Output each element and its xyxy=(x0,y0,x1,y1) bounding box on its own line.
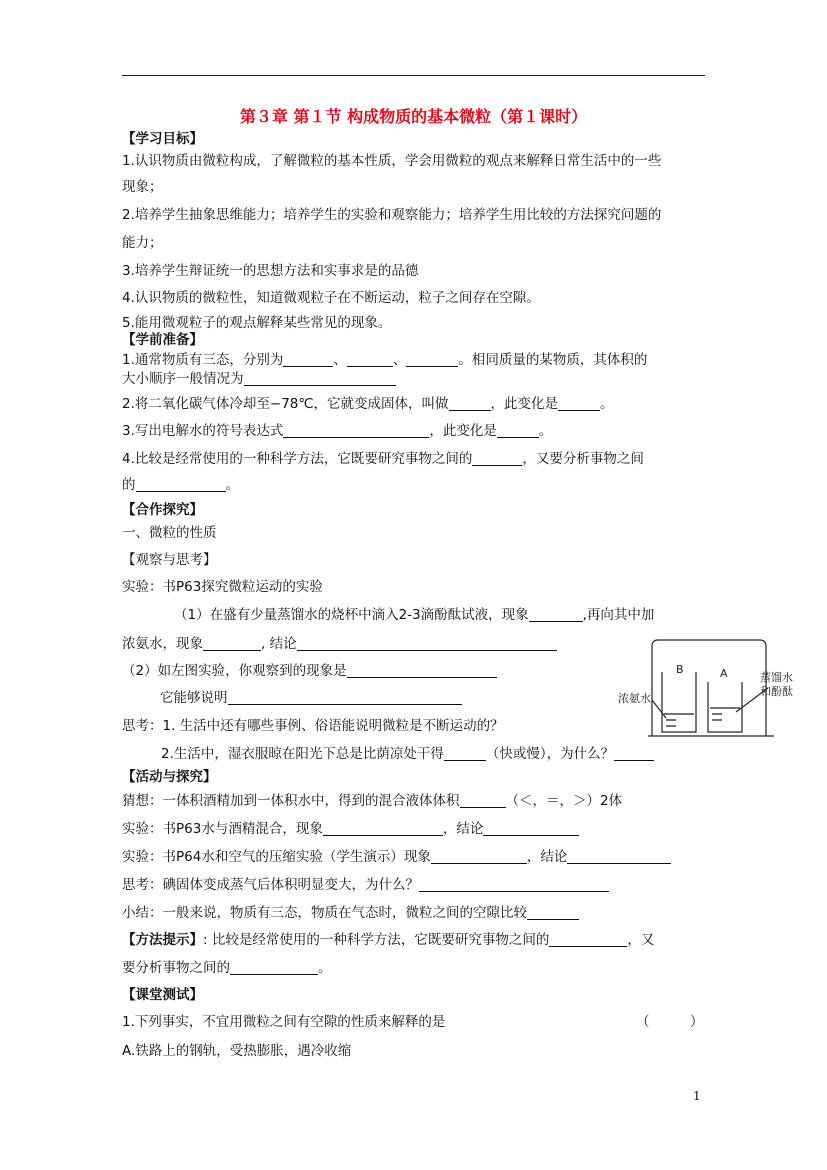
label-ammonia: 浓氨水 xyxy=(618,692,651,705)
activity-exp2: 实验：书P64水和空气的压缩实验（学生演示）现象 ，结论 xyxy=(122,847,671,867)
activity-heading: 【活动与探究】 xyxy=(122,769,217,785)
goal-line: 5.能用微观粒子的观点解释某些常见的现象。 xyxy=(122,315,392,331)
think-1: 思考：1. 生活中还有哪些事例、俗语能说明微粒是不断运动的？ xyxy=(122,718,504,734)
prep-q1: 1.通常物质有三态，分别为 、 、 。相同质量的某物质，其体积的 xyxy=(122,352,648,368)
answer-parentheses[interactable]: （ ） xyxy=(636,1014,704,1030)
blank[interactable] xyxy=(230,959,318,975)
blank[interactable] xyxy=(244,370,396,386)
blank[interactable] xyxy=(527,904,579,920)
blank[interactable] xyxy=(406,351,458,367)
beaker-experiment-figure xyxy=(612,632,797,740)
goal-line: 4.认识物质的微粒性，知道微观粒子在不断运动，粒子之间存在空隙。 xyxy=(122,290,540,306)
test-heading: 【课堂测试】 xyxy=(122,987,203,1003)
exp1-line: （1）在盛有少量蒸馏水的烧杯中滴入2-3滴酚酞试液，现象 ,再向其中加 xyxy=(174,607,655,623)
blank[interactable] xyxy=(347,351,393,367)
blank[interactable] xyxy=(567,848,671,864)
goal-line: 能力； xyxy=(122,235,163,251)
bell-jar xyxy=(652,640,766,736)
exp2-line: （2）如左图实验，你观察到的现象是 xyxy=(122,661,497,681)
prep-heading: 【学前准备】 xyxy=(122,332,203,348)
label-a: A xyxy=(720,667,728,680)
experiment-intro: 实验：书P63探究微粒运动的实验 xyxy=(122,579,323,595)
page-title: 第３章 第１节 构成物质的基本微粒（第１课时） xyxy=(239,107,588,126)
blank[interactable] xyxy=(431,848,527,864)
observe-heading: 【观察与思考】 xyxy=(122,552,217,568)
blank[interactable] xyxy=(483,820,579,836)
prep-q3: 3.写出电解水的符号表达式 ，此变化是 。 xyxy=(122,423,553,439)
beaker-a xyxy=(708,682,742,732)
blank[interactable] xyxy=(228,689,462,705)
prep-q4-cont: 的 。 xyxy=(122,477,239,493)
goal-line: 1.认识物质由微粒构成，了解微粒的基本性质，学会用微粒的观点来解释日常生活中的一些 xyxy=(122,153,662,169)
prep-q1-cont: 大小顺序一般情况为 xyxy=(122,369,396,389)
beaker-b xyxy=(662,672,696,732)
blank[interactable] xyxy=(419,876,609,892)
explore-heading: 【合作探究】 xyxy=(122,502,203,518)
prep-q2: 2.将二氧化碳气体冷却至−78℃，它就变成固体，叫做 ，此变化是 。 xyxy=(122,396,614,412)
prep-q4: 4.比较是经常使用的一种科学方法，它既要研究事物之间的 ，又要分析事物之间 xyxy=(122,451,644,467)
guess-line: 猜想：一体积酒精加到一体积水中，得到的混合液体体积 （＜，＝，＞）2体 xyxy=(122,793,623,809)
blank[interactable] xyxy=(614,745,654,761)
blank[interactable] xyxy=(283,351,333,367)
method-line-cont: 要分析事物之间的 。 xyxy=(122,960,332,976)
label-water: 蒸馏水 xyxy=(760,671,793,684)
blank[interactable] xyxy=(347,662,497,678)
activity-think: 思考：碘固体变成蒸气后体积明显变大，为什么？ xyxy=(122,875,609,895)
blank[interactable] xyxy=(323,820,443,836)
test-q1: 1.下列事实，不宜用微粒之间有空隙的性质来解释的是 xyxy=(122,1014,446,1030)
method-line: 【方法提示】: 比较是经常使用的一种科学方法，它既要研究事物之间的 ，又 xyxy=(122,932,655,948)
think-2: 2.生活中，湿衣服晾在阳光下总是比荫凉处干得 （快或慢），为什么？ xyxy=(161,744,654,764)
goal-line: 现象； xyxy=(122,179,163,195)
blank[interactable] xyxy=(203,635,261,651)
exp1-line-cont: 浓氨水，现象 , 结论 xyxy=(122,634,557,654)
section-title: 一、微粒的性质 xyxy=(122,525,217,541)
exp2-line-cont: 它能够说明 xyxy=(160,688,462,708)
blank[interactable] xyxy=(529,606,583,622)
blank[interactable] xyxy=(449,395,491,411)
blank[interactable] xyxy=(283,422,429,438)
goal-line: 2.培养学生抽象思维能力；培养学生的实验和观察能力；培养学生用比较的方法探究问题的 xyxy=(122,207,662,223)
ammonia-pointer xyxy=(652,700,666,718)
goal-line: 3.培养学生辩证统一的思想方法和实事求是的品德 xyxy=(122,263,419,279)
blank[interactable] xyxy=(497,422,539,438)
header-rule xyxy=(122,75,705,76)
label-b: B xyxy=(676,663,684,676)
activity-exp1: 实验：书P63水与酒精混合，现象 ，结论 xyxy=(122,819,579,839)
blank[interactable] xyxy=(472,450,522,466)
option-a: A.铁路上的钢轨，受热膨胀，遇冷收缩 xyxy=(122,1043,352,1059)
blank[interactable] xyxy=(444,745,486,761)
page-number: 1 xyxy=(693,1089,701,1103)
label-phenolphthalein: 和酚酞 xyxy=(760,685,793,698)
activity-summary: 小结：一般来说，物质有三态，物质在气态时，微粒之间的空隙比较 xyxy=(122,903,579,923)
goals-heading: 【学习目标】 xyxy=(122,131,203,147)
blank[interactable] xyxy=(460,792,506,808)
blank[interactable] xyxy=(297,635,557,651)
blank[interactable] xyxy=(558,395,600,411)
blank[interactable] xyxy=(136,476,226,492)
blank[interactable] xyxy=(549,931,627,947)
